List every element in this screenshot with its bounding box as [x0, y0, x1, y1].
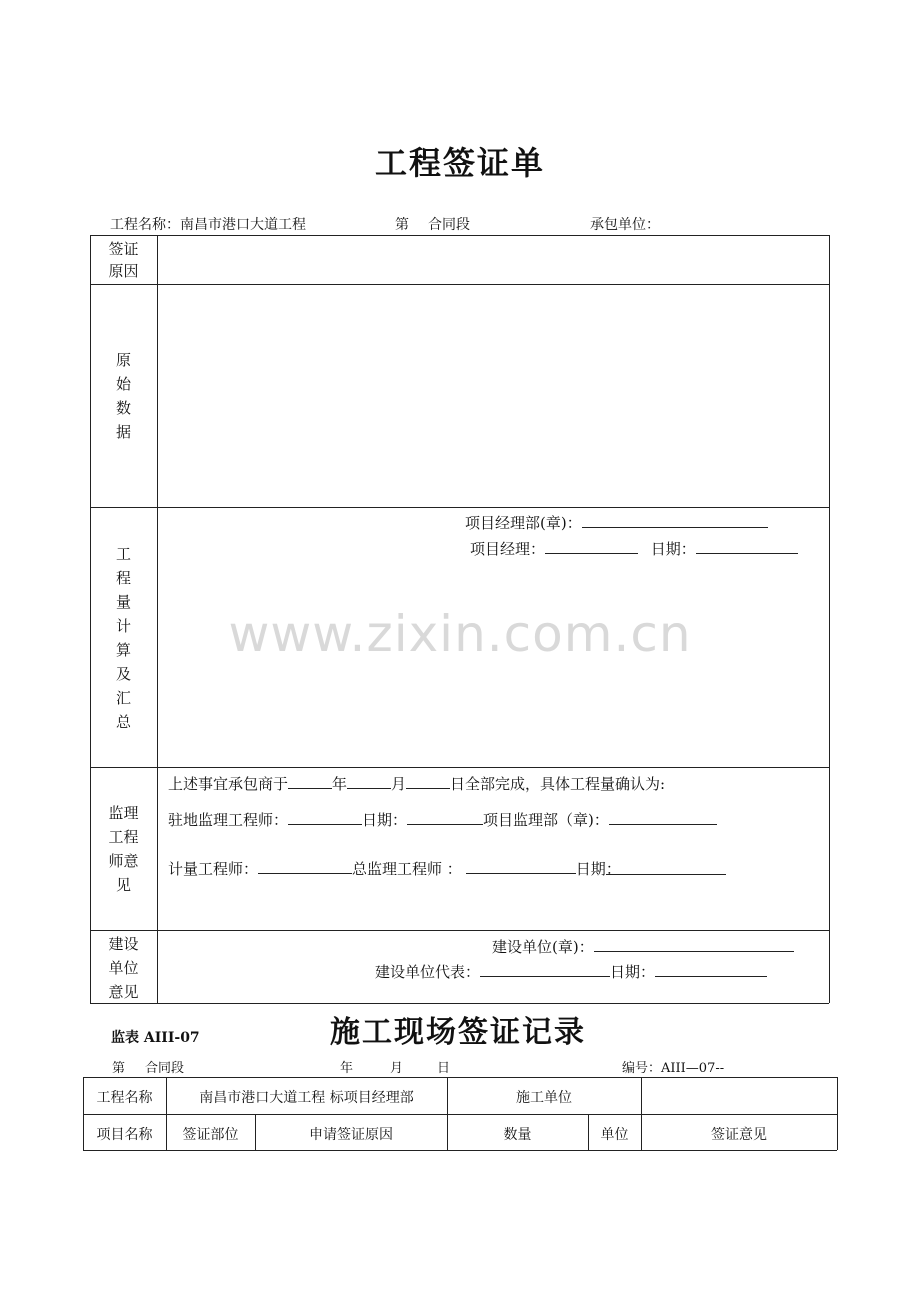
supervisor-opinion-part: 监理	[108, 804, 139, 822]
quantity-calc-char: 计	[115, 617, 131, 635]
original-data-char: 据	[115, 423, 131, 441]
pm-line	[470, 537, 798, 559]
record-number: 编号：AIII—07--	[622, 1061, 725, 1076]
owner-seal-label: 建设单位(章)：	[492, 938, 594, 956]
owner-opinion-label	[90, 932, 157, 1004]
record-col-quantity: 数量	[503, 1127, 532, 1143]
quantity-calc-char: 及	[115, 665, 131, 683]
pm-date-label: 日期：	[650, 540, 696, 558]
visa-reason-label-line1: 签证	[108, 240, 139, 258]
resident-engineer-blank[interactable]	[288, 808, 362, 825]
supervisor-opinion-part: 师意	[108, 852, 139, 870]
pm-dept-seal-blank[interactable]	[582, 511, 768, 528]
record-cell-project-name-value: 南昌市港口大道工程 标项目经理部	[199, 1090, 414, 1106]
visa-reason-label-line2: 原因	[108, 262, 139, 280]
resident-engineer-line	[168, 808, 717, 830]
resident-engineer-label: 驻地监理工程师：	[168, 811, 289, 829]
record-col-visa-location: 签证部位	[182, 1127, 239, 1143]
pm-dept-seal-label: 项目经理部(章)：	[465, 514, 582, 532]
record-col-visa-opinion: 签证意见	[711, 1127, 767, 1143]
quantity-calc-char: 汇	[115, 689, 131, 707]
quantity-calc-char: 算	[115, 641, 131, 659]
record-day: 日	[437, 1061, 451, 1076]
owner-rep-label: 建设单位代表：	[375, 963, 481, 981]
month-blank[interactable]	[347, 772, 391, 789]
resident-date-label: 日期：	[362, 811, 408, 829]
section-number-label: 第	[395, 217, 409, 233]
chief-date-blank[interactable]	[605, 858, 726, 878]
owner-opinion-part: 单位	[108, 959, 139, 977]
form-code: 监表 AIII-07	[111, 1030, 200, 1046]
year-label: 年	[332, 775, 348, 793]
supervisor-opinion-part: 工程	[108, 828, 139, 846]
pm-blank[interactable]	[545, 537, 638, 554]
chief-date-label: 日期	[575, 860, 606, 878]
pm-dept-seal-line	[465, 511, 768, 533]
pm-date-blank[interactable]	[696, 537, 798, 554]
contract-section-label: 合同段	[428, 217, 470, 233]
page-title: 工程签证单	[374, 144, 545, 182]
original-data-char: 始	[115, 375, 131, 393]
chief-date-colon: ：	[605, 860, 621, 878]
year-blank[interactable]	[288, 772, 332, 789]
owner-seal-line	[492, 935, 794, 957]
measure-engineer-line	[168, 857, 726, 879]
owner-date-blank[interactable]	[655, 960, 767, 977]
original-data-char: 数	[115, 399, 131, 417]
record-month: 月	[390, 1061, 404, 1076]
owner-date-label: 日期：	[610, 963, 656, 981]
owner-rep-blank[interactable]	[480, 960, 610, 977]
watermark: www.zixin.com.cn	[228, 605, 692, 663]
statement-suffix: 日全部完成，具体工程量确认为:	[450, 775, 666, 793]
record-title: 施工现场签证记录	[330, 1015, 586, 1050]
measure-engineer-blank[interactable]	[258, 857, 352, 874]
record-cell-project-name-label: 工程名称	[96, 1090, 153, 1106]
supervisor-opinion-label	[90, 801, 157, 897]
quantity-calc-char: 总	[115, 713, 131, 731]
project-name-label: 工程名称：南昌市港口大道工程	[110, 217, 306, 233]
owner-opinion-part: 建设	[108, 935, 139, 953]
supervisor-opinion-part: 见	[115, 876, 131, 894]
original-data-char: 原	[115, 351, 131, 369]
statement-prefix: 上述事宜承包商于	[168, 775, 289, 793]
contractor-label: 承包单位：	[590, 217, 660, 233]
record-year: 年	[340, 1061, 354, 1076]
completion-statement	[168, 772, 665, 794]
chief-engineer-label: 总监理工程师 ：	[352, 860, 462, 878]
measure-engineer-label: 计量工程师：	[168, 860, 259, 878]
day-blank[interactable]	[406, 772, 450, 789]
owner-opinion-part: 意见	[108, 983, 139, 1001]
project-supervision-seal-blank[interactable]	[609, 808, 717, 825]
owner-rep-line	[375, 960, 767, 982]
record-col-item-name: 项目名称	[96, 1127, 153, 1143]
record-col-visa-reason: 申请签证原因	[309, 1127, 393, 1143]
chief-engineer-blank[interactable]	[466, 857, 576, 874]
quantity-calc-char: 程	[115, 569, 131, 587]
quantity-calc-char: 量	[115, 593, 131, 611]
visa-reason-label	[90, 238, 157, 282]
record-contract-section: 合同段	[145, 1061, 185, 1076]
record-section-di: 第	[112, 1061, 126, 1076]
pm-label: 项目经理：	[470, 540, 546, 558]
resident-date-blank[interactable]	[407, 808, 483, 825]
month-label: 月	[391, 775, 407, 793]
owner-seal-blank[interactable]	[594, 935, 794, 952]
project-supervision-seal-label: 项目监理部（章)：	[483, 811, 609, 829]
record-cell-construction-unit-label: 施工单位	[516, 1090, 572, 1106]
original-data-label	[90, 348, 157, 444]
record-col-unit: 单位	[600, 1127, 629, 1143]
quantity-calc-char: 工	[115, 545, 131, 563]
